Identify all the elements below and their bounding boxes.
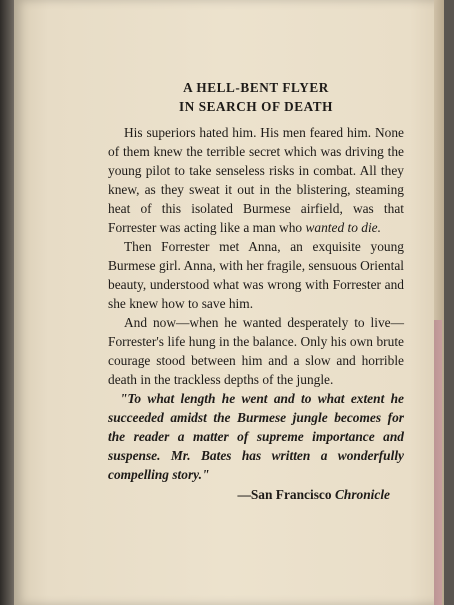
- blurb-heading: [108, 78, 404, 116]
- paragraph-1: [108, 123, 404, 237]
- attribution-publication: Chronicle: [334, 487, 390, 502]
- paragraph-3-text: And now—when he wanted desperately to live—Forrester's life hung in the balance. Only his own brute courage stood between him and a slow and horrible death in the trackless depths of the jungle.: [108, 315, 404, 387]
- paragraph-2: [108, 237, 404, 313]
- review-quote: "To what length he went and to what extent he succeeded amidst the Burmese jungle becomes for the reader a matter of supreme importance and suspense. Mr. Bates has written a wonderfully compelling story.": [108, 391, 404, 482]
- heading-line-2: IN SEARCH OF DEATH: [178, 99, 334, 114]
- paragraph-1-text: His superiors hated him. His men feared him. None of them knew the terrible secret which was driving the young pilot to take senseless risks in combat. All they knew, as they sweat it out in the blistering, steaming heat of this isolated Burmese airfield, was that Forrester was acting like a man who: [108, 125, 404, 235]
- paragraph-1-emphasis: wanted to die.: [305, 220, 381, 235]
- cover-edge-strip: [434, 320, 442, 605]
- review-attribution: [108, 485, 404, 504]
- paragraph-3: [108, 313, 404, 389]
- heading-line-1: A HELL-BENT FLYER: [183, 80, 329, 95]
- blurb-text-block: [108, 78, 404, 504]
- paragraph-2-text: Then Forrester met Anna, an exquisite young Burmese girl. Anna, with her fragile, sensuous Oriental beauty, understood what was wrong with Forrester and she knew how to save him.: [108, 239, 405, 311]
- attribution-prefix: —San Francisco: [237, 487, 335, 502]
